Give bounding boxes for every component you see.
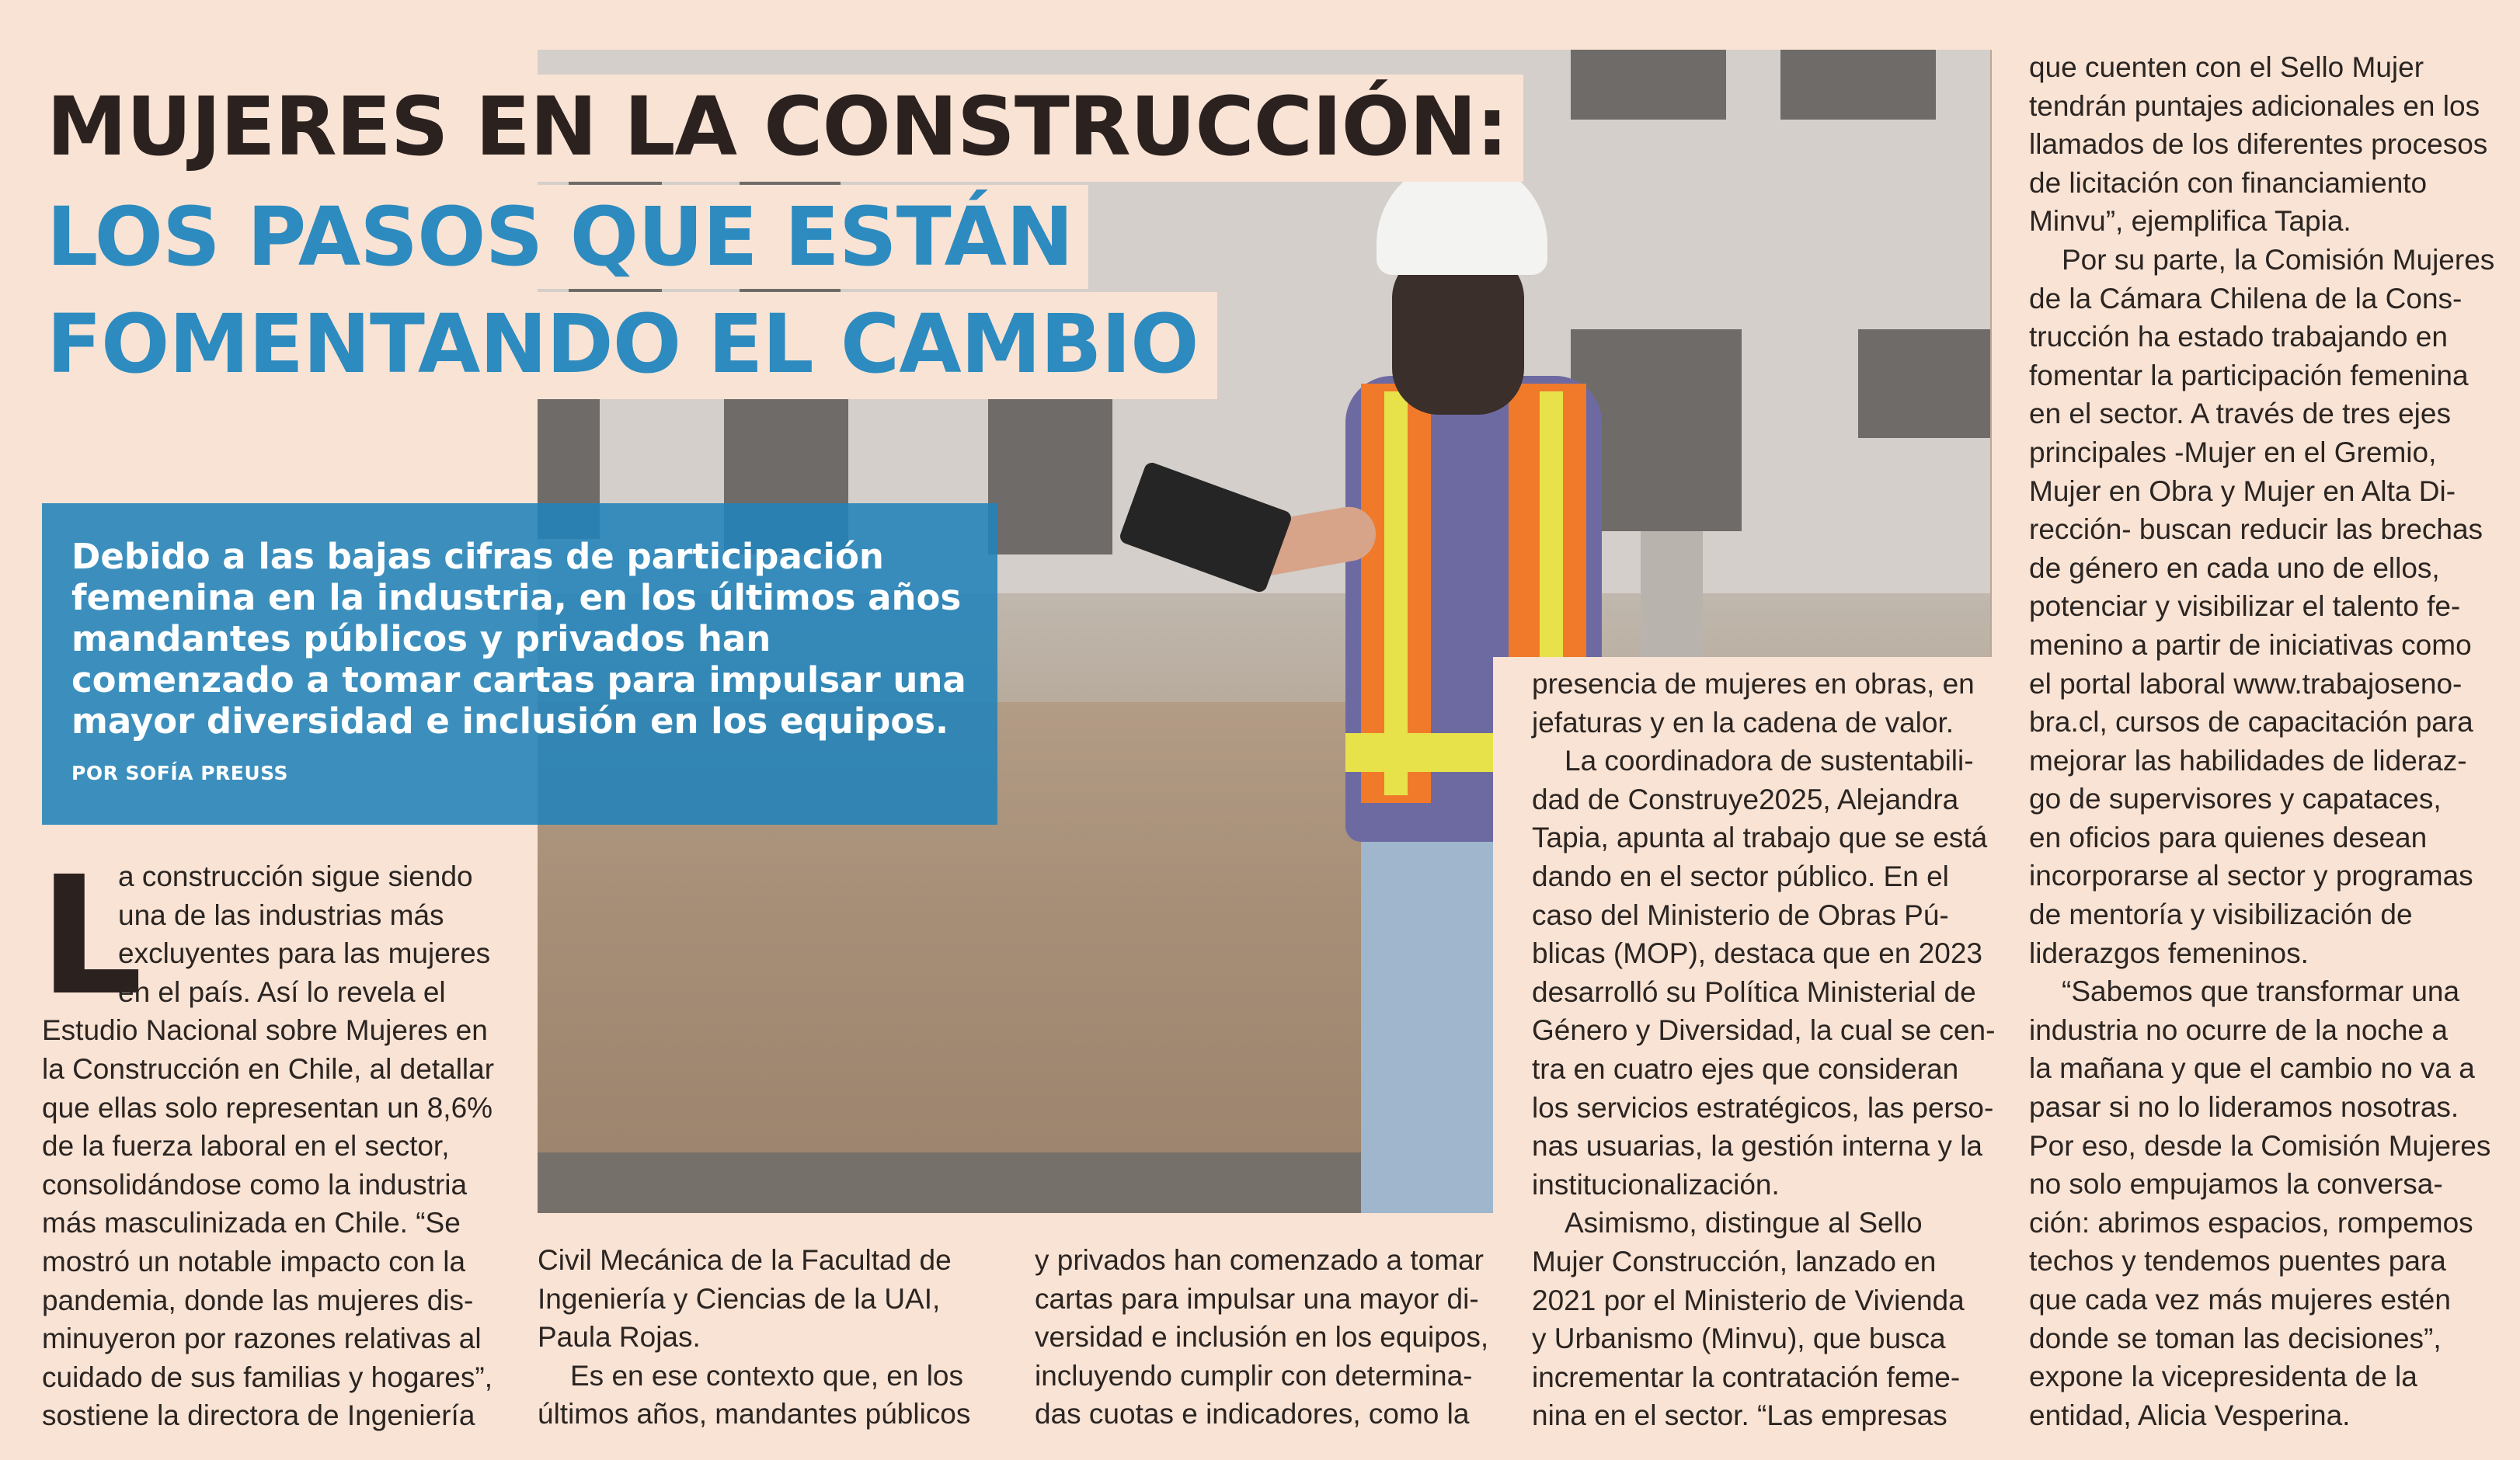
article-line: y Urbanismo (Minvu), que busca [1532,1323,1946,1355]
article-column-4 [1532,657,1998,1435]
drop-cap: L [39,841,143,1031]
article-line: menino a partir de iniciativas como [2029,628,2472,661]
article-line: Mujer en Obra y Mujer en Alta Di- [2029,474,2456,507]
article-line: incorporarse al sector y programas [2029,860,2473,892]
building-window [988,399,1112,554]
article-line: que cuenten con el Sello Mujer [2029,51,2424,83]
article-line: consolidándose como la industria [42,1168,468,1201]
gravel-strip [538,1152,1470,1213]
article-line: cuidado de sus familias y hogares”, [42,1361,493,1393]
article-line: Civil Mecánica de la Facultad de [538,1244,952,1276]
article-line: dad de Construye2025, Alejandra [1532,783,1959,815]
article-line: expone la vicepresidenta de la [2029,1361,2417,1393]
article-line: Tapia, apunta al trabajo que se está [1532,822,1988,854]
article-line: Ingeniería y Ciencias de la UAI, [538,1282,941,1315]
article-column-5 [2029,48,2495,1434]
building-window [1571,50,1726,120]
article-line: en oficios para quienes desean [2029,821,2428,853]
article-line: techos y tendemos puentes para [2029,1245,2446,1278]
article-line: la mañana y que el cambio no va a [2029,1052,2475,1085]
article-line: tra en cuatro ejes que consideran [1532,1052,1959,1085]
article-line: mostró un notable impacto con la [42,1245,466,1278]
building-window [1858,329,1992,438]
article-line: los servicios estratégicos, las perso- [1532,1091,1994,1124]
article-line: 2021 por el Ministerio de Vivienda [1532,1284,1965,1316]
article-line: fomentar la participación femenina [2029,359,2469,391]
article-line: potenciar y visibilizar el talento fe- [2029,590,2461,623]
article-line: tendrán puntajes adicionales en los [2029,89,2480,122]
article-column-3 [1035,1241,1501,1434]
article-line: industria no ocurre de la noche a [2029,1013,2448,1046]
article-line: trucción ha estado trabajando en [2029,321,2448,353]
article-line: ción: abrimos espacios, rompemos [2029,1206,2473,1239]
article-line: minuyeron por razones relativas al [42,1323,482,1355]
article-line: de la fuerza laboral en el sector, [42,1130,450,1163]
article-line: pasar si no lo lideramos nosotras. [2029,1091,2459,1124]
article-line: jefaturas y en la cadena de valor. [1532,706,1954,739]
article-line: incrementar la contratación feme- [1532,1361,1961,1393]
article-line: Es en ese contexto que, en los [570,1359,964,1392]
article-line: Por eso, desde la Comisión Mujeres [2029,1129,2491,1162]
article-column-2 [538,1241,1004,1434]
article-line: sostiene la directora de Ingeniería [42,1399,475,1432]
article-column-1 [42,857,508,1435]
article-line: liderazgos femeninos. [2029,937,2309,969]
article-line: versidad e inclusión en los equipos, [1035,1321,1489,1354]
article-line: en el sector. A través de tres ejes [2029,398,2451,430]
article-line: una de las industrias más [118,899,444,931]
article-line: La coordinadora de sustentabili- [1565,745,1974,777]
article-line: Estudio Nacional sobre Mujeres en [42,1014,488,1047]
article-line: principales -Mujer en el Gremio, [2029,436,2437,468]
article-line: de género en cada uno de ellos, [2029,551,2440,584]
article-line: que cada vez más mujeres estén [2029,1284,2451,1316]
article-line: bra.cl, cursos de capacitación para [2029,706,2473,739]
article-line: más masculinizada en Chile. “Se [42,1207,461,1239]
headline-line-2: LOS PASOS QUE ESTÁN [34,185,1088,289]
article-line: no solo empujamos la conversa- [2029,1168,2443,1201]
worker-head [1392,252,1524,415]
article-line: Asimismo, distingue al Sello [1565,1207,1923,1239]
article-line: presencia de mujeres en obras, en [1532,668,1975,700]
article-line: y privados han comenzado a tomar [1035,1244,1484,1276]
article-line: donde se toman las decisiones”, [2029,1322,2442,1354]
article-line: excluyentes para las mujeres [118,937,491,970]
article-line: a construcción sigue siendo [118,860,473,892]
article-line: rección- buscan reducir las brechas [2029,513,2483,546]
article-line: últimos años, mandantes públicos [538,1398,971,1430]
article-line: nina en el sector. “Las empresas [1532,1399,1947,1432]
headline-line-1: MUJERES EN LA CONSTRUCCIÓN: [34,75,1523,182]
article-line: llamados de los diferentes procesos [2029,128,2488,161]
article-line: la Construcción en Chile, al detallar [42,1052,495,1085]
article-line: dando en el sector público. En el [1532,860,1949,892]
article-line: go de supervisores y capataces, [2029,783,2442,815]
article-line: cartas para impulsar una mayor di- [1035,1282,1479,1315]
article-line: institucionalización. [1532,1168,1780,1201]
building-window [1780,50,1936,120]
article-line: nas usuarias, la gestión interna y la [1532,1130,1983,1163]
article-line: pandemia, donde las mujeres dis- [42,1284,474,1316]
byline: POR SOFÍA PREUSS [71,762,289,784]
article-line: Por su parte, la Comisión Mujeres [2062,243,2495,276]
article-line: mejorar las habilidades de lideraz- [2029,744,2467,777]
article-line: “Sabemos que transformar una [2062,975,2460,1008]
article-line: entidad, Alicia Vesperina. [2029,1399,2351,1431]
article-line: el portal laboral www.trabajoseno- [2029,667,2463,700]
headline-line-3: FOMENTANDO EL CAMBIO [34,292,1217,399]
article-line: Género y Diversidad, la cual se cen- [1532,1014,1996,1047]
article-line: de licitación con financiamiento [2029,166,2428,199]
standfirst-box [42,503,997,825]
article-line: caso del Ministerio de Obras Pú- [1532,899,1949,931]
article-line: incluyendo cumplir con determina- [1035,1359,1473,1392]
article-line: desarrolló su Política Ministerial de [1532,975,1976,1008]
article-line: Minvu”, ejemplifica Tapia. [2029,205,2351,238]
standfirst-text: Debido a las bajas cifras de participación femenina en la industria, en los últimos años mandantes públicos y privados han comenzado a tomar cartas para impulsar una mayor diversidad e inclusión en los equipos. [71,536,966,742]
article-line: que ellas solo representan un 8,6% [42,1091,493,1124]
article-line: de mentoría y visibilización de [2029,899,2413,931]
article-line: blicas (MOP), destaca que en 2023 [1532,937,1982,970]
article-line: Paula Rojas. [538,1321,701,1354]
article-line: das cuotas e indicadores, como la [1035,1398,1470,1430]
article-line: en el país. Así lo revela el [118,975,446,1008]
article-line: de la Cámara Chilena de la Cons- [2029,282,2463,315]
article-line: Mujer Construcción, lanzado en [1532,1245,1937,1278]
